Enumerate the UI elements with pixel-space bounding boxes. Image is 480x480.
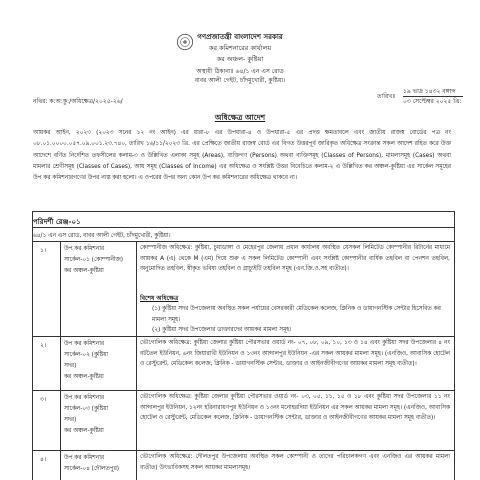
officer-line-3: সদর) bbox=[64, 363, 77, 369]
row-3-officer bbox=[64, 393, 134, 437]
officer-line-1: উপ কর কমিশনার bbox=[64, 455, 105, 461]
row-3-description: ভৌগোলিক অধিক্ষেত্র: কুষ্টিয়া জেলার কুষ্টিয়া পৌরসভার ওয়ার্ড নং- ০৩, ০৫, ১১, ১৫ ও ১৮ এবং কুষ্টিয়া সদর উপজেলার ১১ নং আব্দালপুর ইউনিয়ন, ১২নং হরিনারায়ণপুর ইউনিয়ন ও ১৩নং মনোহরদিয়া ইউনিয়ন এর সকল আয়কর মামলা সমূহ। (এনজিও, আবাসিক হোটেল ও রেস্টুরেন্ট, মেডিকেল কলেজ, ক্লিনিক - ডায়াগনস্টিক সেন্টার, ডাক্তার ও আইনজীবীগণের আয়কর মামলা সমূহ ব্যতীত)। bbox=[140, 394, 450, 421]
row-divider-3 bbox=[32, 450, 455, 451]
officer-line-3: কর অঞ্চল-কুষ্টিয়া bbox=[64, 268, 104, 274]
officer-line-1: উপ কর কমিশনার bbox=[64, 395, 105, 401]
row-4-officer bbox=[64, 453, 134, 475]
row-4-description: ভৌগোলিক অধিক্ষেত্র: দৌলতপুর উপজেলায় অবস্থিত সকল কোম্পানী ও তাদের পরিচালকগণ এবং এনজিও এর আয়কর মামলা ব্যতীত) উৎভাবিকসহ সকল আয়কর মামলাসমূহ। bbox=[140, 454, 450, 471]
officer-line-2: সার্কেল-০১ (কোম্পানীজ) bbox=[64, 257, 123, 263]
row-divider-1 bbox=[32, 336, 455, 337]
officer-line-2: সার্কেল-০৩ (কুষ্টিয়া bbox=[64, 406, 109, 412]
range-address: ৬৪/১ এন এস রোড, বাবর আলী গেইট, চাঁদমুখোরী, কুষ্টিয়া। bbox=[33, 233, 171, 239]
government-title: গণপ্রজাতন্ত্রী বাংলাদেশ সরকার bbox=[197, 33, 283, 41]
range-title-divider bbox=[32, 227, 455, 228]
officer-line-4: কর অঞ্চল-কুষ্টিয়া bbox=[64, 428, 104, 434]
commissioner-office: কর কমিশনারের কার্যালয় bbox=[208, 44, 272, 52]
row-1-officer bbox=[64, 244, 134, 277]
row-1-serial: ১। bbox=[40, 247, 47, 254]
col-divider-2 bbox=[136, 241, 137, 480]
row-2-serial: ২। bbox=[40, 342, 47, 349]
date-bangla: ১৯ ভাদ্র ১৪৩২ বঙ্গাব্দ bbox=[403, 88, 456, 95]
range-title: পরিদর্শী রেঞ্জ-০১ bbox=[33, 218, 81, 226]
intro-paragraph: আয়কর আইন, ২০২৩ (২০২৩ সনের ১২ নং আইন) এর ধারা-৮ এর উপধারা-৪ ও উপধারা-৫ এর প্রদত্ত ক্ষমতাবলে এবং জাতীয় রাজস্ব বোর্ডের পত্র নং ০৮.০১.০০০০.০৫৭.০৯.০০১.২৩.৭৪০, তারিখ ১৬/১১/২০২৩ খ্রি. এর প্রেক্ষিতে জাতীয় রাজস্ব বোর্ড এর বিগত উত্তরপূর্ব জারিকৃত অধিক্ষেত্র সংক্রান্ত সকল আদেশ রহিত করে উক্ত আদেশে বর্ণিত নির্দেশিত তফসীলের কলাম-৩ ও উল্লিখিত এলাকা সমূহ (Areas), ব্যক্তিগণ (Persons) অথবা ব্যক্তিসমূহ (Classes of Persons), মামলাসমূহ (Cases) অথবা মামলার শ্রেণীসমূহ (Classes of Cases), আয় সমূহ (Classes of Income) এর অধিক্ষেত্র ও সংশ্লিষ্ট উত্তর বিবেচিতে কলাম-২ এ উল্লিখিত কর অঞ্চল-কুষ্টিয়া এর সার্কেল সমূহের উপ কর কমিশনারগণের উপর ন্যস্ত করা হলো। এ ওপরের উপর অন্য কোন উপ কর কমিশনারের অধিক্ষেত্র থাকবে না। bbox=[33, 130, 451, 182]
officer-line-4: কর অঞ্চল-কুষ্টিয়া bbox=[64, 374, 104, 380]
row-1-description: কোম্পানীজ অধিক্ষেত্র: কুষ্টিয়া, চুয়াডাঙ্গা ও মেহেরপুর জেলায় প্রধান কার্যালয় অবস্থিত যেসকল লিমিটেড কোম্পানীর রিটার্নের মাধ্যমে আয়কর A (এ) থেকে M (এম) দিয়ে শুরু এ সকল লিমিটেড কোম্পানী এবং সংশ্লিষ্ট কোম্পানীর বার্ষিক তহবিল বা পেনশন তহবিল, অনুমোদিত তহবিল, স্বীকৃত ভবিষ্য তহবিল ও গ্রাচ্যুইটি তহবিল সমূহ (এন.জি.ও.সহ ব্যতীত)। bbox=[140, 245, 450, 272]
row-4-serial: ৪। bbox=[40, 456, 47, 463]
row-3-serial: ৩। bbox=[40, 396, 47, 403]
officer-line-3: সদর) bbox=[64, 417, 77, 423]
range-address-divider bbox=[32, 241, 455, 242]
date-label: তারিখঃ bbox=[377, 93, 396, 100]
row-1-special-item-2: (২) কুষ্টিয়া সদর উপজেলার ডাক্তারদের আয়কর মামলা সমূহ। bbox=[152, 327, 292, 333]
officer-line-2: সার্কেল-০৪ (দৌলতপুর) bbox=[64, 466, 120, 472]
row-2-description: ভৌগোলিক অধিক্ষেত্র: কুষ্টিয়া জেলার কুষ্টিয়া পৌরসভার ওয়ার্ড নং- ০৭, ০৮, ০৯, ১০, ১৩ ও ১৪ এবং কুষ্টিয়া সদর উপজেলার ৪ নং বটতৈল ইউনিয়ন, ৬নং জিয়ারাখী ইউনিয়ন ও ১৩নং আব্দালপুর ইউনিয়ন -এর সকল আয়কর মামলা সমূহ। (এনজিও, আবাসিক হোটেল ও রেস্টুরেন্ট, মেডিকেল কলেজ, ক্লিনিক - ডায়াগনস্টিক সেন্টার, ডাক্তার ও আইনজীবীগণের আয়কর মামলা সমূহ ব্যতীত)। bbox=[140, 340, 450, 367]
row-1-special-item-1: (১) কুষ্টিয়া সদর উপজেলায় অবস্থিত সকল পর্যায়ের বেসরকারী মেডিকেল কলেজ, ক্লিনিক ও ডায়াগনস্টিক সেন্টার হিসেবিত কর মামলা সমূহ। bbox=[152, 306, 441, 323]
row-1-special-title: বিশেষ অধিক্ষেত্র bbox=[140, 295, 179, 302]
row-2-officer bbox=[64, 339, 134, 383]
order-title: অধিক্ষেত্র আদেশ bbox=[214, 113, 266, 122]
officer-line-2: সার্কেল-০২ (কুষ্টিয়া bbox=[64, 352, 109, 358]
officer-line-1: উপ কর কমিশনার bbox=[64, 246, 105, 252]
date-english: ০৩ সেপ্টেম্বর ২০২৫ খ্রি: bbox=[403, 98, 462, 105]
memo-number: নথির: ক:অ:কু:/অধিক্ষেত্র/২০২৫-২৬/ bbox=[33, 98, 123, 105]
col-divider-1 bbox=[60, 241, 61, 480]
tax-zone: কর অঞ্চল- কুষ্টিয়া bbox=[216, 55, 264, 63]
row-divider-2 bbox=[32, 390, 455, 391]
date-block bbox=[403, 87, 469, 106]
temporary-address: অস্থায়ী ঠিকানাঃ ৬৪/১ এন এস রোড bbox=[196, 68, 284, 75]
address-line-2: বাবর আলী গেইট, চাঁদমুখোরী, কুষ্টিয়া। bbox=[194, 77, 286, 84]
officer-line-1: উপ কর কমিশনার bbox=[64, 341, 105, 347]
